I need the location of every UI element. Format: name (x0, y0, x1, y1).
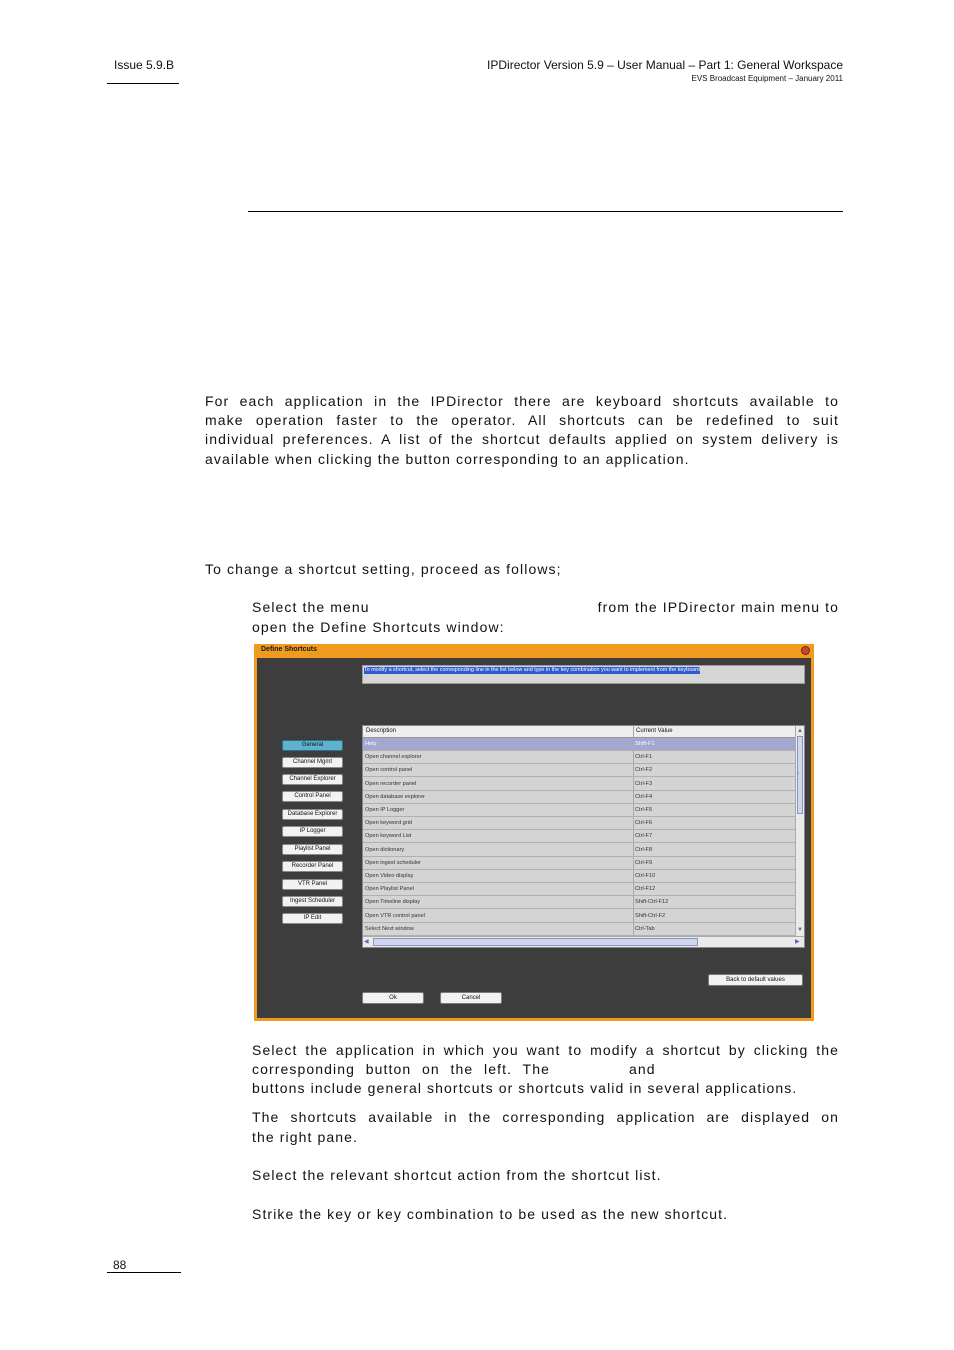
shortcut-value: Shift-Ctrl-F12 (635, 899, 669, 906)
shortcut-list[interactable] (362, 725, 805, 948)
app-button-recorder-panel[interactable]: Recorder Panel (282, 861, 343, 872)
shortcut-description: Open keyword grid (365, 820, 412, 827)
step2-line-2a: corresponding button on the left. The (252, 1061, 550, 1077)
column-header-current-value[interactable]: Current Value (636, 728, 673, 734)
page-number: 88 (113, 1258, 127, 1272)
shortcut-row[interactable] (363, 857, 795, 870)
app-button-playlist-panel[interactable]: Playlist Panel (282, 844, 343, 855)
shortcut-value: Ctrl-Tab (635, 925, 655, 932)
column-header-description[interactable]: Description (366, 728, 397, 734)
shortcut-value: Ctrl-F8 (635, 846, 653, 853)
shortcut-description: Open channel explorer (365, 754, 422, 761)
shortcut-value: Ctrl-F2 (635, 767, 653, 774)
define-shortcuts-window (254, 644, 814, 1021)
shortcut-description: Select Next window (365, 925, 414, 932)
shortcut-row[interactable] (363, 778, 795, 791)
shortcut-value: Ctrl-F6 (635, 820, 653, 827)
shortcut-value: Ctrl-F12 (635, 886, 656, 893)
shortcut-row[interactable] (363, 844, 795, 857)
shortcut-description: Open recorder panel (365, 780, 417, 787)
app-button-channel-explorer[interactable]: Channel Explorer (282, 774, 343, 785)
instruction-box (362, 665, 805, 684)
instruction-text: To modify a shortcut, select the corresponding line in the list below and type in the key combination you want to implement from the keyboard (364, 667, 700, 673)
app-button-database-explorer[interactable]: Database Explorer (282, 809, 343, 820)
ok-button[interactable]: Ok (362, 992, 424, 1004)
cancel-button[interactable]: Cancel (440, 992, 502, 1004)
step3-text: Select the relevant shortcut action from the shortcut list. (252, 1167, 662, 1183)
app-button-control-panel[interactable]: Control Panel (282, 791, 343, 802)
issue-label: Issue 5.9.B (114, 58, 175, 72)
horizontal-scrollbar[interactable] (363, 936, 804, 948)
intro-line-3: individual preferences. A list of the shortcut defaults applied on system delivery is (205, 431, 839, 447)
step2-line-4: The shortcuts available in the corresponding application are displayed on (252, 1109, 839, 1125)
document-subtitle: EVS Broadcast Equipment – January 2011 (691, 74, 843, 83)
back-to-default-button[interactable]: Back to default values (708, 974, 803, 986)
shortcut-value: Ctrl-F1 (635, 754, 653, 761)
shortcut-value: Shift-Ctrl-F2 (635, 912, 666, 919)
step2-line-5: the right pane. (252, 1129, 359, 1145)
scroll-right-icon[interactable]: ▶ (795, 939, 800, 945)
shortcut-row[interactable] (363, 883, 795, 896)
shortcut-row[interactable] (363, 870, 795, 883)
shortcut-row[interactable] (363, 817, 795, 830)
app-button-channel-mgmt[interactable]: Channel Mgmt (282, 757, 343, 768)
shortcut-description: Open keyword List (365, 833, 412, 840)
app-button-ingest-scheduler[interactable]: Ingest Scheduler (282, 896, 343, 907)
step2-line-3: buttons include general shortcuts or shortcuts valid in several applications. (252, 1080, 798, 1096)
shortcut-description: Open control panel (365, 767, 413, 774)
horizontal-scroll-thumb[interactable] (373, 938, 698, 946)
shortcut-row[interactable] (363, 764, 795, 777)
shortcut-description: Open VTR control panel (365, 912, 426, 919)
shortcut-row[interactable] (363, 804, 795, 817)
scroll-caret-icon: ‹ (797, 771, 799, 777)
window-titlebar (254, 644, 814, 657)
app-button-vtr-panel[interactable]: VTR Panel (282, 879, 343, 890)
footer-divider (107, 1272, 181, 1273)
step2-line-1: Select the application in which you want to modify a shortcut by clicking the (252, 1042, 839, 1058)
intro-line-4: available when clicking the button corresponding to an application. (205, 451, 690, 467)
app-button-ip-edit[interactable]: IP Edit (282, 913, 343, 924)
shortcut-row[interactable] (363, 791, 795, 804)
vertical-scrollbar[interactable] (795, 726, 805, 936)
step2-line-2b: and (629, 1061, 656, 1077)
shortcut-value: Ctrl-F9 (635, 859, 653, 866)
shortcut-value: Ctrl-F5 (635, 807, 653, 813)
scroll-down-icon[interactable]: ▼ (797, 927, 803, 933)
shortcut-description: Open IP Logger (365, 807, 405, 813)
shortcut-value: Ctrl-F7 (635, 833, 653, 840)
shortcut-row[interactable] (363, 923, 795, 936)
step1-text-a: Select the menu (252, 599, 370, 615)
intro-line-2: make operation faster to the operator. All shortcuts can be redefined to suit (205, 412, 839, 428)
shortcut-value: Ctrl-F4 (635, 793, 653, 800)
shortcut-description: Open dictionary (365, 846, 405, 853)
shortcut-row[interactable] (363, 830, 795, 843)
shortcut-description: Open database explorer (365, 793, 426, 800)
scroll-up-icon[interactable]: ▲ (797, 728, 803, 734)
document-title: IPDirector Version 5.9 – User Manual – Part 1: General Workspace (487, 58, 843, 72)
close-icon[interactable] (801, 646, 810, 655)
shortcut-value: Ctrl-F10 (635, 873, 656, 879)
shortcut-value: Ctrl-F3 (635, 780, 653, 787)
intro-line-1: For each application in the IPDirector there are keyboard shortcuts available to (205, 393, 839, 409)
procedure-intro: To change a shortcut setting, proceed as follows; (205, 561, 562, 577)
shortcut-row[interactable] (363, 910, 795, 923)
app-button-ip-logger[interactable]: IP Logger (282, 826, 343, 837)
shortcut-row[interactable] (363, 738, 795, 751)
shortcut-description: Open Timeline display (365, 899, 421, 906)
shortcut-description: Open Playlist Panel (365, 886, 414, 893)
section-rule (248, 211, 843, 212)
scroll-left-icon[interactable]: ◀ (364, 939, 369, 945)
shortcut-row[interactable] (363, 751, 795, 764)
window-body (257, 658, 811, 1018)
shortcut-description: Open Video display (365, 873, 414, 879)
shortcut-row[interactable] (363, 896, 795, 909)
shortcut-description: Help (365, 741, 377, 747)
step1-text-b: from the IPDirector main menu to (597, 599, 839, 615)
app-button-general[interactable]: General (282, 740, 343, 751)
shortcut-description: Open ingest scheduler (365, 859, 421, 866)
header-divider (107, 83, 179, 84)
step1-text-c: open the Define Shortcuts window: (252, 619, 505, 635)
shortcut-list-header (363, 726, 795, 738)
step4-text: Strike the key or key combination to be used as the new shortcut. (252, 1206, 729, 1222)
shortcut-value: Shift-F1 (635, 741, 655, 747)
window-title: Define Shortcuts (261, 646, 318, 653)
